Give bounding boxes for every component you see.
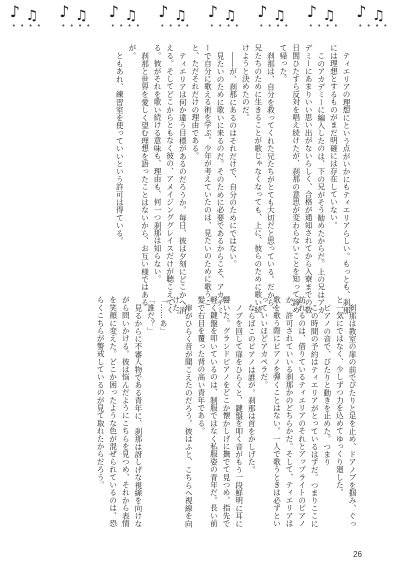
- music-note-icon: ♪ ♫ • • • •: [207, 2, 240, 30]
- music-note-border: [0, 2, 400, 28]
- paragraph: このアカデミーに編入したのは、下の兄がそう勧めたからだ。上の兄はアカデミーにあまりいい思い出がないらしく、合格が通知されてから入寮までの数日間ひたすら反対を唱え続けたが、刹那の意思が変わらないことを知って諦めて帰った。: [279, 44, 326, 314]
- paragraph: ノブを回して扉をひらくと、鍵盤を叩く音がもう一段鮮明に耳に響いた。グランドピアノをどこか懐かしげに撫でて見つめ、指先で軽く鍵盤を叩いているのは、制服ではなく私服姿の青年だ。長い前髪で右目を覆った背の高い青年である。: [196, 296, 244, 527]
- music-note-icon: ♪ ♫ • • • •: [59, 2, 92, 30]
- music-note-icon: ♪ ♫ • • • •: [306, 2, 339, 30]
- paragraph: ティエリアの理想にという点がいかにもティエリアらしい。もっとも、刹那には理想とするものがまだ明確には存在していない。: [329, 44, 351, 314]
- paragraph: ならばこのピアノは誰が。刹那は首をかしげた。: [247, 303, 257, 473]
- paragraph: ティエリアは何か違う目標があるのだろうか。毎日、彼は夕刻にどこかへ消える。そしてどこからともなく彼の、アメイジンググレイスだけが聴こえてくる。彼がそれを歌い続ける意味も、理由も、何一つ刹那は知らない。: [153, 44, 188, 314]
- music-note-icon: ♪ ♫ • • • •: [108, 2, 141, 30]
- music-note-icon: ♪ ♫ • • • •: [158, 2, 191, 30]
- paragraph: 刹那と世界を愛しく望む理想を語ったことはないから、お互い様ではあるが。: [127, 44, 150, 306]
- paragraph: ともあれ、練習室を使っていいという許可は得ている。: [115, 51, 125, 245]
- music-note-icon: ♪ ♫ • • • •: [257, 2, 290, 30]
- paragraph: この時間の予約はティエリアがとっているはずだ。つまりここに訪れるのは、借りているティエリアのそれとアップライトのピアノか、許可されていいる刹那かのどちらかだ。そして、ティエリアは歌を歌う際にピアノを弾くことはない。一人で歌うときは必ずといっていいほどアカペラだ。: [259, 296, 320, 527]
- lower-text-block: [40, 296, 358, 528]
- paragraph: 刹那は教室の扉の前でぴたりと足を止め、ドアノブを掴み、ぐっと一気にではなく、少しずつ力を込めてゆっくり廻した。: [335, 296, 357, 527]
- page-number: 26: [353, 550, 362, 559]
- paragraph: ――が、刹那にあるのはそれだけで、自分のためにではない。: [228, 51, 238, 268]
- upper-text-block: [30, 44, 352, 314]
- paragraph: ピアノの音で、ぴたりと動きを止めた。つまり: [322, 303, 332, 466]
- paragraph: 扉がひらく音が聞こえたのだろう。彼はふと、こちらへ視線を向けた。: [171, 296, 194, 527]
- paragraph: 見るからに不審人物である青年に、刹那は訝しげな視線を向けながら問いかける。彼は悩んだようにこちらを見つめ、それから表情を笑顔に変えた。どこか困ったような色が混ぜられているのは、恐らくこちらが警戒しているのが見て取れたからだろう。: [96, 296, 143, 527]
- dialogue-line: 「……あ」: [159, 296, 169, 335]
- paragraph: 見たいのために歌いに来るのだ。そのために必要であるからこそ、アカデミーで自分に歌える術を学ぶ。少年が考えていたのは、見たいのために歌うこと、ただそれだけの理由である。: [190, 44, 226, 314]
- music-note-icon: ♪ ♫ • • • •: [356, 2, 389, 30]
- music-note-icon: ♪ ♫ • • • •: [9, 2, 42, 30]
- paragraph: 刹那は、自分を救ってくれた兄たちがとても大切だと思っている。だから、兄たちのために生きることが歌じゃなくなっても、上に、彼らのために歌い続けようと決めたのだ。: [241, 44, 276, 314]
- dialogue-line: 「誰だ？」: [146, 296, 156, 335]
